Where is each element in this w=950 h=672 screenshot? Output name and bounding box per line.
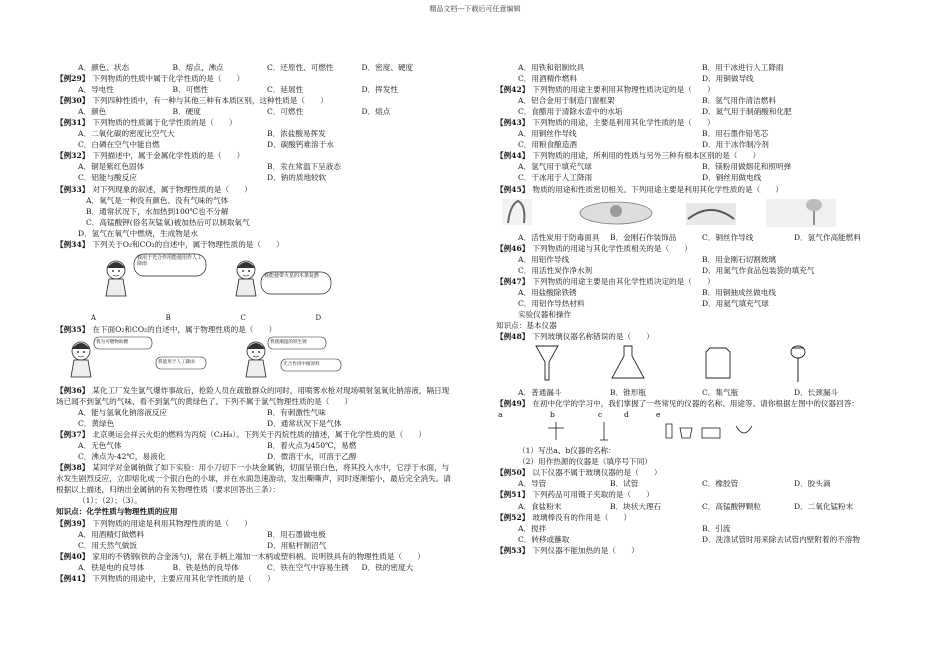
option: B．用金刚石切割玻璃	[702, 254, 776, 264]
option: A．铝合金用于制造门窗框架	[518, 96, 615, 106]
figure-45-photos	[496, 195, 886, 232]
question-text: 下列描述中，属于金属化学性质的是（ ）	[92, 151, 245, 161]
question-line	[56, 239, 456, 250]
question-line	[496, 150, 886, 161]
option: B．有刺激性气味	[267, 408, 326, 418]
question-text: 下列物质的用途中，主要应用其化学性质的是（ ）	[92, 573, 275, 583]
options-line	[56, 172, 456, 183]
question-line	[496, 243, 886, 254]
option: D．用铜做导线	[702, 74, 754, 84]
option: B．金刚石作装饰品	[610, 232, 677, 242]
question-number: 【例34】	[56, 239, 90, 249]
question-line	[56, 385, 456, 407]
figure-34-labels	[56, 313, 356, 324]
question-number: 【例33】	[56, 184, 90, 194]
option: C．延展性	[267, 85, 304, 95]
instrument-label: c	[598, 410, 603, 420]
question-text: 下列物质的用途，所利用的性质与另外三种有根本区别的是（ ）	[532, 151, 761, 161]
question-number: 【例42】	[496, 85, 530, 95]
question-line	[496, 184, 886, 195]
option: A．铁是电的良导体	[78, 562, 145, 572]
figure-35-wrap	[56, 335, 456, 385]
options-line	[496, 73, 886, 84]
option: D．钠的质地较软	[267, 173, 327, 183]
option: B．用铜抽成丝做电线	[702, 287, 776, 297]
text-line: （2）用作热源的仪器是（填序号下同）	[518, 457, 652, 467]
option: A．食盐粉末	[518, 501, 562, 511]
question-line	[496, 276, 886, 287]
option: A．用铝作导线	[518, 254, 570, 264]
question-number: 【例43】	[496, 118, 530, 128]
options-line	[56, 139, 456, 150]
option: B．浓盐酸易挥发	[267, 129, 326, 139]
question-text: 下列物质的用途主要是由其化学性质决定的是（ ）	[532, 276, 715, 286]
option: C．高锰酸钾颗粒	[702, 501, 761, 511]
question-text: 下列物质的用途主要利用其物理性质决定的是（ ）	[532, 85, 715, 95]
option: C．用铝作导热材料	[518, 298, 585, 308]
instrument-label: e	[656, 410, 661, 420]
option: A．普通漏斗	[518, 388, 562, 398]
options-line	[56, 418, 456, 429]
option: D．挥发性	[361, 85, 398, 95]
question-text: 家用的不锈钢(铁的合金汤勺)，常在手柄上端加一木柄或塑料柄。说明铁具有的物理性质是（ ）	[92, 551, 425, 561]
option: B．用石墨作铅笔芯	[702, 129, 769, 139]
option: C．还原性、可燃性	[267, 63, 334, 72]
option: B．锥形瓶	[610, 388, 646, 398]
option: C．干冰用于人工降雨	[518, 173, 593, 183]
question-line	[56, 95, 456, 106]
question-number: 【例44】	[496, 151, 530, 161]
question-line	[56, 551, 456, 562]
question-text: 下列物质的用途，主要是利用其化学性质的是（ ）	[532, 118, 715, 128]
options-line	[56, 161, 456, 172]
option: A．颜色	[78, 107, 107, 117]
figure-label: C	[240, 313, 246, 322]
question-text: 在下面O₂和CO₂的自述中，属于物理性质的是（ ）	[92, 324, 277, 334]
options-line	[496, 139, 886, 150]
option: D．氢气作高能燃料	[794, 232, 861, 242]
option: D．铜丝用做电线	[702, 173, 762, 183]
figure-label: A	[90, 313, 96, 322]
option: D．碳酸钙难溶于水	[267, 140, 334, 150]
options-line	[496, 232, 886, 243]
option: C．沸点为-42℃，易液化	[78, 452, 166, 462]
question-text: 下列物质的用途是利用其物理性质的是（ ）	[92, 518, 252, 528]
option: B．块状大理石	[610, 501, 662, 511]
option: B．用石墨做电极	[267, 529, 326, 539]
option: A．能与氢氧化钠溶液反应	[78, 408, 168, 418]
option: D．用氮气作食品包装袋的填充气	[702, 265, 815, 275]
option: C．可燃性	[267, 107, 304, 117]
option: C．铁在空气中容易生锈	[267, 562, 349, 572]
options-line	[496, 534, 886, 545]
option: B．汞在常温下呈液态	[267, 162, 341, 172]
question-text: 以下仪器不属于玻璃仪器的是（ ）	[532, 468, 662, 478]
question-number: 【例51】	[496, 490, 530, 500]
option: B．铁是热的良导体	[172, 562, 239, 572]
question-line	[496, 398, 886, 409]
options-line	[496, 254, 886, 265]
question-number: 【例39】	[56, 518, 90, 528]
option: C．铜丝作导线	[702, 232, 754, 242]
figure-34-wrap	[56, 250, 456, 324]
question-line	[56, 73, 456, 84]
option: A．用铁和铝制炊具	[518, 63, 585, 72]
option: C．黄绿色	[78, 419, 115, 429]
option: D．微溶于水，可溶于乙醇	[267, 452, 357, 462]
options-line	[496, 161, 886, 172]
text-line: C．高锰酸钾(俗名灰锰氧)被加热后可以制取氧气	[86, 217, 250, 227]
option: C．用粮食酿造酒	[518, 140, 577, 150]
question-line	[496, 84, 886, 95]
option: A．用铜丝作导线	[518, 129, 577, 139]
option: B．用干冰进行人工降雨	[702, 63, 784, 72]
option: B．镁粉用做烟花和照明弹	[702, 162, 792, 172]
options-line	[496, 287, 886, 298]
options-line	[56, 62, 456, 73]
question-number: 【例45】	[496, 184, 530, 194]
question-number: 【例30】	[56, 96, 90, 106]
question-line	[56, 429, 456, 440]
question-text: 下列物质的性质属于化学性质的是（ ）	[92, 118, 237, 128]
options-line	[56, 106, 456, 117]
option: C．食醋用于清除水壶中的水垢	[518, 107, 623, 117]
question-text: 下列物质的用途与其化学性质相关的是（ ）	[532, 243, 692, 253]
question-text: 下列四种性质中，有一种与其他三种有本质区别，这种性质是（ ）	[92, 96, 328, 106]
option: A．导管	[518, 479, 547, 489]
options-line	[496, 95, 886, 106]
question-text: 下列药品可用镊子夹取的是（ ）	[532, 490, 654, 500]
figure-label: B	[165, 313, 171, 322]
option: A．无色气体	[78, 441, 122, 451]
question-number: 【例40】	[56, 551, 90, 561]
option: D．氮气用于制硝酸和化肥	[702, 107, 792, 117]
option: A．二氧化碳的密度比空气大	[78, 129, 175, 139]
left-column	[56, 62, 456, 584]
options-line	[496, 523, 886, 534]
question-text: 物质的用途和性质密切相关。下列用途主要是利用其化学性质的是（ ）	[532, 184, 783, 194]
question-line	[56, 462, 456, 495]
instrument-label: b	[550, 410, 555, 420]
option: C．白磷在空气中能自燃	[78, 140, 160, 150]
figure-49-labels	[496, 409, 886, 420]
question-number: 【例52】	[496, 512, 530, 522]
option: A．铜是紫红色固体	[78, 162, 145, 172]
option: D．用粘杆制沼气	[267, 540, 327, 550]
figure-49-wrap	[496, 409, 886, 445]
question-text: 北京奥运会祥云火炬的燃料为丙烷（C₃H₈）。下列关于丙烷性质的描述，属于化学性质的是（ ）	[92, 430, 427, 440]
text-line: A．氧气是一种没有颜色、没有气味的气体	[86, 195, 229, 205]
option: A．氢气用于填充气球	[518, 162, 592, 172]
question-number: 【例49】	[496, 399, 530, 409]
option: B．氢气用作清洁燃料	[702, 96, 776, 106]
question-number: 【例36】	[56, 385, 90, 395]
option: B．熔点、沸点	[172, 63, 224, 72]
figure-34-cartoon	[56, 250, 456, 313]
options-line	[56, 529, 456, 540]
option: B．可燃性	[172, 85, 209, 95]
question-text: 玻璃棒没有的作用是（ ）	[532, 512, 632, 522]
options-line	[56, 84, 456, 95]
instrument-label: d	[624, 410, 629, 420]
option: B．引流	[702, 523, 731, 533]
question-text: 下列仪器不能加热的是（ ）	[532, 545, 639, 555]
question-number: 【例46】	[496, 243, 530, 253]
option: C．转移或蘸取	[518, 534, 570, 544]
text-line: 知识点：基本仪器	[496, 320, 557, 330]
question-line	[56, 150, 456, 161]
text-line: 实验仪器和操作	[518, 309, 572, 319]
option: C．用酒精作燃料	[518, 74, 577, 84]
text-line: （1）写出a、b仪器的名称：	[518, 446, 616, 456]
question-line	[496, 512, 886, 523]
figure-49-instruments	[496, 420, 886, 445]
option: B．着火点为450℃，易燃	[267, 441, 357, 451]
question-text: 某化工厂发生氯气爆炸事故后，抢险人员在疏散群众的同时，用喷雾水枪对现场喷射氢氧化钠溶液，隔日现场已闻不到氯气的气味、看不到氯气的黄绿色了。下列不属于氯气物理性质的是（ ）	[56, 385, 450, 406]
option: D．铁的密度大	[361, 562, 414, 572]
text-line: （1）；（2）；（3）。	[78, 496, 142, 506]
question-line	[56, 518, 456, 529]
option: D．密度、硬度	[361, 63, 414, 72]
question-line	[56, 324, 456, 335]
option: D．二氧化锰粉末	[794, 501, 854, 511]
options-line	[496, 265, 886, 276]
option: D．用氦气填充气球	[702, 298, 769, 308]
options-line	[496, 501, 886, 512]
question-number: 【例48】	[496, 332, 530, 342]
option: C．铝能与酸反应	[78, 173, 137, 183]
options-line	[496, 298, 886, 309]
options-line	[496, 387, 886, 398]
page-header: 精品文档---下载后可任意编辑	[429, 5, 521, 13]
question-number: 【例32】	[56, 151, 90, 161]
options-line	[56, 128, 456, 139]
option: C．橡胶管	[702, 479, 739, 489]
options-line	[56, 540, 456, 551]
option: C．用活性炭作净水剂	[518, 265, 593, 275]
question-text: 下列玻璃仪器名称错误的是（ ）	[532, 332, 654, 342]
option: D．洗涤试管时用来除去试管内壁附着的不溶物	[702, 534, 860, 544]
question-line	[56, 184, 456, 195]
options-line	[496, 172, 886, 183]
question-line	[496, 545, 886, 556]
figure-48-glassware	[496, 342, 886, 387]
option: C．集气瓶	[702, 388, 739, 398]
question-line	[56, 117, 456, 128]
question-text: 在初中化学的学习中，我们掌握了一些常见的仪器的名称、用途等。请你根据左图中的仪器回答：	[532, 399, 859, 409]
question-line	[496, 489, 886, 500]
question-number: 【例47】	[496, 276, 530, 286]
option: D．熔点	[361, 107, 391, 117]
options-line	[56, 407, 456, 418]
instrument-label: a	[498, 410, 503, 420]
option: D．长颈漏斗	[794, 388, 839, 398]
options-line	[496, 478, 886, 489]
option: A．用酒精灯做燃料	[78, 529, 145, 539]
option: B．试管	[610, 479, 639, 489]
question-number: 【例35】	[56, 324, 90, 334]
question-line	[496, 331, 886, 342]
option: B．硬度	[172, 107, 201, 117]
options-line	[496, 62, 886, 73]
option: D．通常状况下是气体	[267, 419, 342, 429]
option: A．用盐酸除铁锈	[518, 287, 577, 297]
question-number: 【例31】	[56, 118, 90, 128]
options-line	[496, 106, 886, 117]
question-number: 【例50】	[496, 468, 530, 478]
question-number: 【例41】	[56, 573, 90, 583]
options-line	[56, 562, 456, 573]
question-number: 【例37】	[56, 430, 90, 440]
question-number: 【例29】	[56, 74, 90, 84]
right-column	[496, 62, 886, 556]
section-heading: 知识点：化学性质与物理性质的应用	[56, 507, 178, 517]
question-line	[56, 573, 456, 584]
text-line: D．氢气在氧气中燃烧，生成物是水	[78, 228, 198, 238]
figure-label: D	[315, 313, 322, 322]
question-text: 下列关于O₂和CO₂的自述中，属于物理性质的是（ ）	[92, 239, 284, 249]
option: A．导电性	[78, 85, 114, 95]
text-line: B．通常状况下，水加热到100℃也不分解	[86, 206, 229, 216]
option: D．胶头滴	[794, 479, 831, 489]
question-number: 【例53】	[496, 545, 530, 555]
question-text: 对下列现象的叙述，属于物理性质的是（ ）	[92, 184, 252, 194]
options-line	[56, 440, 456, 451]
question-number: 【例38】	[56, 463, 90, 473]
question-text: 某同学对金属钠做了如下实验：用小刀切下一小块金属钠，切面呈银白色，将其投入水中，它浮于水面，与水发生剧烈反应，立即熔化成一个银白色的小球，并在水面急速游动，发出嘶嘶声，同时逐渐缩小，最后完全消失。请根据以上描述，归纳出金属钠的有关物理性质（要求回答出三条）：	[56, 463, 451, 495]
question-line	[496, 117, 886, 128]
options-line	[56, 451, 456, 462]
question-line	[496, 467, 886, 478]
option: A．颜色、状态	[78, 63, 130, 72]
option: A．搅拌	[518, 523, 547, 533]
options-line	[496, 128, 886, 139]
option: D．用干冰作制冷剂	[702, 140, 769, 150]
option: A．活性炭用于防毒面具	[518, 232, 600, 242]
question-text: 下列物质的性质中属于化学性质的是（ ）	[92, 74, 245, 84]
option: C．用天然气做饭	[78, 540, 137, 550]
